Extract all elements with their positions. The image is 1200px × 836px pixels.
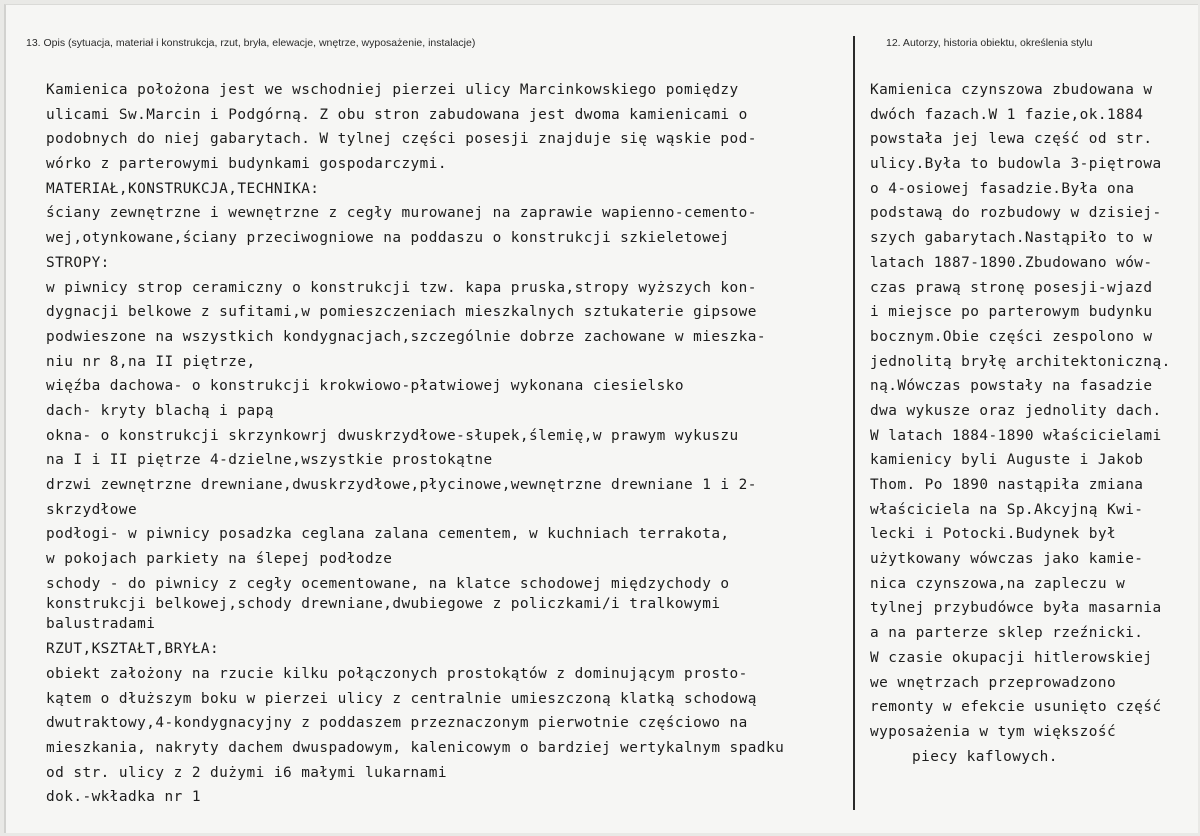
history-line: i miejsce po parterowym budynku xyxy=(870,304,1153,321)
description-line: wórko z parterowymi budynkami gospodarczymi. xyxy=(46,156,448,173)
history-line: nica czynszowa,na zapleczu w xyxy=(870,575,1126,592)
description-line: podobnych do niej gabarytach. W tylnej części posesji znajduje się wąskie pod- xyxy=(46,131,757,148)
history-line: o 4-osiowej fasadzie.Była ona xyxy=(870,180,1135,197)
description-line: podłogi- w piwnicy posadzka ceglana zalana cementem, w kuchniach terrakota, xyxy=(46,526,730,543)
history-line: tylnej przybudówce była masarnia xyxy=(870,600,1162,617)
history-line: powstała jej lewa część od str. xyxy=(870,131,1153,148)
description-column xyxy=(46,78,784,810)
description-line: mieszkania, nakryty dachem dwuspadowym, kalenicowym o bardziej wertykalnym spadku xyxy=(46,739,785,756)
history-line: podstawą do rozbudowy w dzisiej- xyxy=(870,205,1162,222)
history-line: W latach 1884-1890 właścicielami xyxy=(870,427,1162,444)
description-line: wej,otynkowane,ściany przeciwogniowe na poddaszu o konstrukcji szkieletowej xyxy=(46,230,730,247)
description-line: w pokojach parkiety na ślepej podłodze xyxy=(46,551,393,568)
history-line: a na parterze sklep rzeźnicki. xyxy=(870,625,1144,642)
description-line: w piwnicy strop ceramiczny o konstrukcji tzw. kapa pruska,stropy wyższych kon- xyxy=(46,279,757,296)
history-line: lecki i Potocki.Budynek był xyxy=(870,526,1117,543)
description-line: balustradami xyxy=(46,616,156,633)
description-line: konstrukcji belkowej,schody drewniane,dwubiegowe z policzkami/i tralkowymi xyxy=(46,596,721,613)
history-line: remonty w efekcie usunięto część xyxy=(870,699,1162,716)
description-line: ulicami Sw.Marcin i Podgórną. Z obu stron zabudowana jest dwoma kamienicami o xyxy=(46,106,748,123)
history-column xyxy=(870,78,1171,769)
history-line: bocznym.Obie części zespolono w xyxy=(870,328,1153,345)
history-line: Kamienica czynszowa zbudowana w xyxy=(870,82,1153,98)
description-line: schody - do piwnicy z cegły ocementowane, na klatce schodowej międzychody o xyxy=(46,575,730,592)
history-line: dwa wykusze oraz jednolity dach. xyxy=(870,402,1162,419)
description-line: dach- kryty blachą i papą xyxy=(46,402,274,419)
history-line: ulicy.Była to budowla 3-piętrowa xyxy=(870,156,1162,173)
section-12-heading: 12. Autorzy, historia obiektu, określenia stylu xyxy=(886,37,1093,49)
history-line: wyposażenia w tym większość xyxy=(870,723,1117,740)
description-line: niu nr 8,na II piętrze, xyxy=(46,353,256,370)
description-line: ściany zewnętrzne i wewnętrzne z cegły murowanej na zaprawie wapienno-cemento- xyxy=(46,205,757,222)
history-line: użytkowany wówczas jako kamie- xyxy=(870,551,1144,568)
history-line: szych gabarytach.Nastąpiło to w xyxy=(870,230,1153,247)
description-line: obiekt założony na rzucie kilku połączonych prostokątów z dominującym prosto- xyxy=(46,665,748,682)
description-line: okna- o konstrukcji skrzynkowrj dwuskrzydłowe-słupek,ślemię,w prawym wykuszu xyxy=(46,427,739,444)
history-line: piecy kaflowych. xyxy=(912,748,1058,765)
description-line: skrzydłowe xyxy=(46,501,138,518)
history-line: we wnętrzach przeprowadzono xyxy=(870,674,1117,691)
history-line: czas prawą stronę posesji-wjazd xyxy=(870,279,1153,296)
description-line: Kamienica położona jest we wschodniej pierzei ulicy Marcinkowskiego pomiędzy xyxy=(46,82,739,98)
description-line: drzwi zewnętrzne drewniane,dwuskrzydłowe,płycinowe,wewnętrzne drewniane 1 i 2- xyxy=(46,477,757,493)
section-13-heading: 13. Opis (sytuacja, materiał i konstrukcja, rzut, bryła, elewacje, wnętrze, wyposażenie, instalacje) xyxy=(26,37,476,49)
history-line: jednolitą bryłę architektoniczną. xyxy=(870,353,1171,370)
description-line: dok.-wkładka nr 1 xyxy=(46,789,201,806)
description-line: więźba dachowa- o konstrukcji krokwiowo-płatwiowej wykonana ciesielsko xyxy=(46,378,684,395)
section-heading-stropy: STROPY: xyxy=(46,254,110,271)
description-line: na I i II piętrze 4-dzielne,wszystkie prostokątne xyxy=(46,452,493,469)
description-line: podwieszone na wszystkich kondygnacjach,szczególnie dobrze zachowane w mieszka- xyxy=(46,328,766,345)
history-line: W czasie okupacji hitlerowskiej xyxy=(870,649,1153,666)
column-divider xyxy=(853,36,855,810)
history-line: Thom. Po 1890 nastąpiła zmiana xyxy=(870,477,1144,493)
history-line: latach 1887-1890.Zbudowano wów- xyxy=(870,254,1153,271)
description-line: kątem o dłuższym boku w pierzei ulicy z centralnie umieszczoną klatką schodową xyxy=(46,690,757,707)
description-line: od str. ulicy z 2 dużymi i6 małymi lukarnami xyxy=(46,764,448,781)
history-line: dwóch fazach.W 1 fazie,ok.1884 xyxy=(870,106,1144,123)
history-line: kamienicy byli Auguste i Jakob xyxy=(870,452,1144,469)
description-line: dygnacji belkowe z sufitami,w pomieszczeniach mieszkalnych sztukaterie gipsowe xyxy=(46,304,757,321)
section-heading-material: MATERIAŁ,KONSTRUKCJA,TECHNIKA: xyxy=(46,180,320,197)
section-heading-rzut: RZUT,KSZTAŁT,BRYŁA: xyxy=(46,641,220,658)
history-line: ną.Wówczas powstały na fasadzie xyxy=(870,378,1153,395)
history-line: właściciela na Sp.Akcyjną Kwi- xyxy=(870,501,1144,518)
description-line: dwutraktowy,4-kondygnacyjny z poddaszem przeznaczonym pierwotnie częściowo na xyxy=(46,715,748,732)
